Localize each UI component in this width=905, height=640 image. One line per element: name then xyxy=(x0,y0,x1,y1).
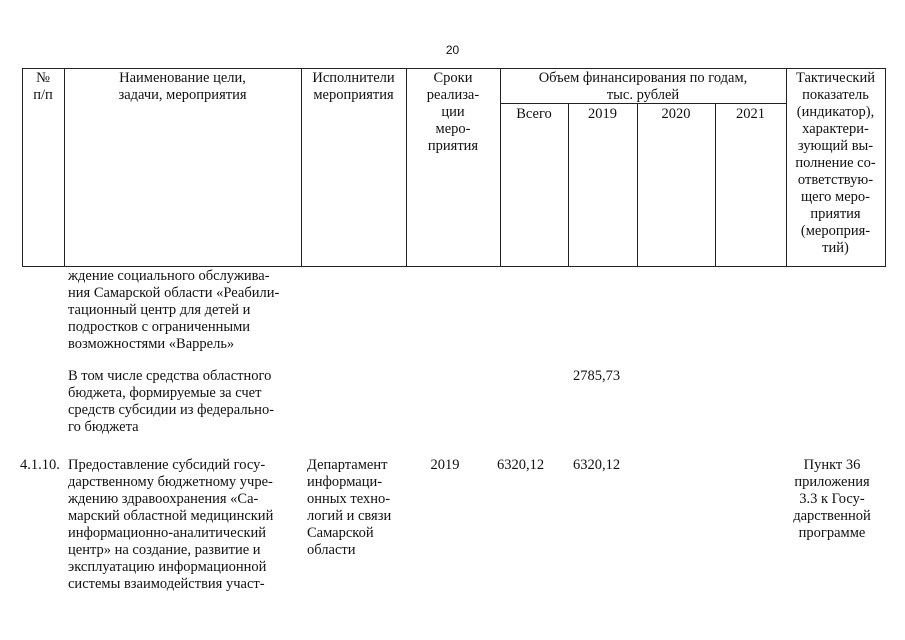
header-total: Всего xyxy=(516,106,552,122)
row-4-1-10-executors: Департамент информаци- онных техно- логий и связи Самарской области xyxy=(307,457,392,558)
header-2021: 2021 xyxy=(736,106,765,122)
header-executors: Исполнители мероприятия xyxy=(312,70,395,103)
header-num: № п/п xyxy=(33,70,53,103)
header-terms: Сроки реализа- ции меро- приятия xyxy=(426,70,480,154)
header-indicator: Тактический показатель (индикатор), характери- зующий вы- полнение со- ответствую- щего меро- приятия (мероприя- тий) xyxy=(795,70,876,256)
row-continuation-name: ждение социального обслужива- ния Самарской области «Реабили- тационный центр для детей и подростков с ограниченными возможностями «Варрель» xyxy=(68,268,280,352)
header-name: Наименование цели, задачи, мероприятия xyxy=(118,70,247,103)
page-number: 20 xyxy=(445,43,460,57)
col-border xyxy=(715,103,716,266)
row-4-1-10-total: 6320,12 xyxy=(497,457,545,473)
col-border xyxy=(885,68,886,266)
col-border xyxy=(568,103,569,266)
table-header xyxy=(22,68,886,266)
row-4-1-10-terms: 2019 xyxy=(430,457,460,473)
row-4-1-10-name: Предоставление субсидий госу- дарственному бюджетному учре- ждению здравоохранения «Са- марский областной медицинский информационно-аналитический центр» на создание, развитие и эксплуатацию информационной системы взаимодействия участ- xyxy=(68,457,274,592)
row-subtotal-2019: 2785,73 xyxy=(573,368,621,384)
header-top-border xyxy=(22,68,886,69)
header-financing: Объем финансирования по годам, тыс. рублей xyxy=(538,70,748,103)
header-bottom-border xyxy=(22,266,886,267)
header-2020: 2020 xyxy=(661,106,691,122)
header-2019: 2019 xyxy=(588,106,617,122)
col-border xyxy=(637,103,638,266)
row-4-1-10-num: 4.1.10. xyxy=(20,457,60,473)
row-4-1-10-2019: 6320,12 xyxy=(573,457,621,473)
row-4-1-10-indicator: Пункт 36 приложения 3.3 к Госу- дарственной программе xyxy=(793,457,871,541)
row-subtotal-name: В том числе средства областного бюджета, формируемые за счет средств субсидии из федерально- го бюджета xyxy=(68,368,275,435)
